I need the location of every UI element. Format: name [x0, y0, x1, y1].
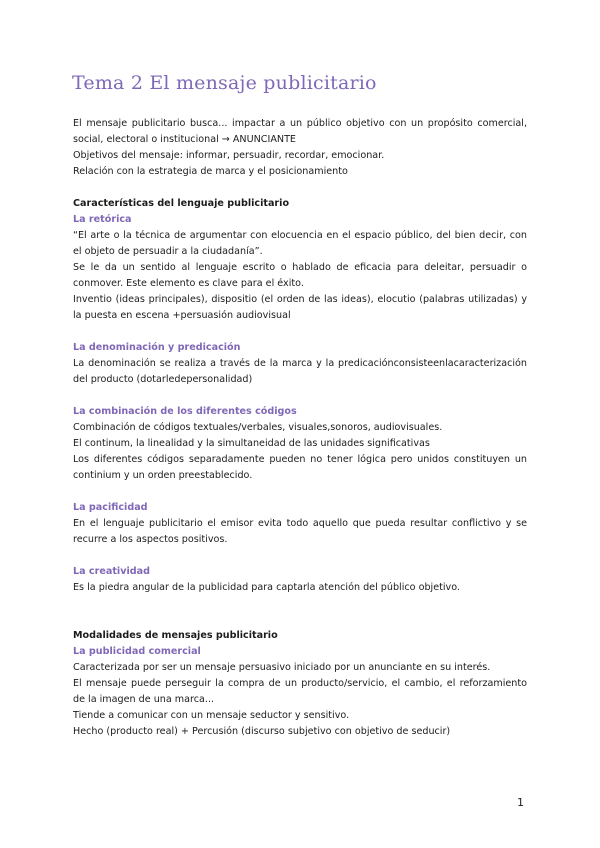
subheading-retorica: La retórica — [73, 214, 132, 225]
subheading-publicidad-comercial: La publicidad comercial — [73, 646, 201, 657]
paragraph-combinacion-continum: El continum, la linealidad y la simultaneidad de las unidades significativas — [73, 438, 430, 449]
intro-paragraph: El mensaje publicitario busca... impactar a un público objetivo con un propósito comercial, social, electoral o institucional → ANUNCIANTE — [73, 118, 527, 145]
subheading-combinacion: La combinación de los diferentes códigos — [73, 406, 297, 417]
page-title: Tema 2 El mensaje publicitario — [72, 72, 377, 94]
subheading-denominacion: La denominación y predicación — [73, 342, 241, 353]
paragraph-retorica-inventio: Inventio (ideas principales), dispositio (el orden de las ideas), elocutio (palabras utilizadas) y la puesta en escena +persuasión audiovisual — [73, 294, 527, 321]
subheading-pacificidad: La pacificidad — [73, 502, 148, 513]
paragraph-comercial-perseguir: El mensaje puede perseguir la compra de un producto/servicio, el cambio, el reforzamiento de la imagen de una marca... — [73, 678, 527, 705]
paragraph-pacificidad: En el lenguaje publicitario el emisor evita todo aquello que pueda resultar conflictivo y se recurre a los aspectos positivos. — [73, 518, 527, 545]
section-heading-caracteristicas: Características del lenguaje publicitario — [73, 198, 290, 209]
intro-relation: Relación con la estrategia de marca y el posicionamiento — [73, 166, 348, 177]
subheading-creatividad: La creatividad — [73, 566, 150, 577]
paragraph-combinacion-separados: Los diferentes códigos separadamente pueden no tener lógica pero unidos constituyen un continium y un orden preestablecido. — [73, 454, 527, 481]
paragraph-retorica-sentido: Se le da un sentido al lenguaje escrito o hablado de eficacia para deleitar, persuadir o conmover. Este elemento es clave para el éxito. — [73, 262, 527, 289]
paragraph-combinacion-codigos: Combinación de códigos textuales/verbales, visuales,sonoros, audiovisuales. — [73, 422, 443, 433]
intro-objectives: Objetivos del mensaje: informar, persuadir, recordar, emocionar. — [73, 150, 385, 161]
page-number: 1 — [517, 796, 524, 809]
section-heading-modalidades: Modalidades de mensajes publicitario — [73, 630, 278, 641]
paragraph-denominacion: La denominación se realiza a través de la marca y la predicaciónconsisteenlacaracterización del producto (dotarledepersonalidad) — [73, 358, 527, 385]
paragraph-retorica-quote: “El arte o la técnica de argumentar con elocuencia en el espacio público, del bien decir, con el objeto de persuadir a la ciudadanía”. — [73, 230, 527, 257]
paragraph-comercial-caracterizada: Caracterizada por ser un mensaje persuasivo iniciado por un anunciante en su interés. — [73, 662, 491, 673]
paragraph-creatividad: Es la piedra angular de la publicidad para captarla atención del público objetivo. — [73, 582, 460, 593]
paragraph-comercial-hecho: Hecho (producto real) + Percusión (discurso subjetivo con objetivo de seducir) — [73, 726, 451, 737]
paragraph-comercial-tiende: Tiende a comunicar con un mensaje seductor y sensitivo. — [73, 710, 350, 721]
document-body — [73, 116, 527, 740]
